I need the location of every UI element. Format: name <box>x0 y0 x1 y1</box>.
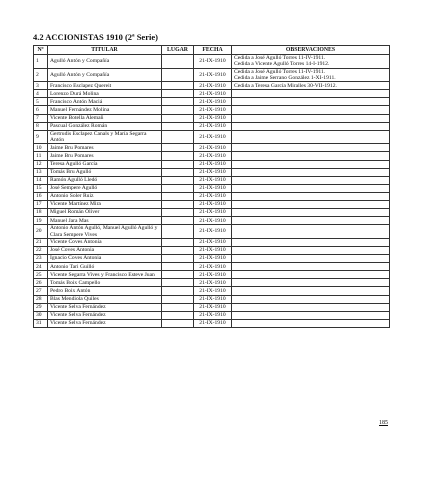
row-fecha: 21-IX-1910 <box>194 295 232 303</box>
row-number: 20 <box>34 225 48 239</box>
row-fecha: 21-IX-1910 <box>194 90 232 98</box>
observation-line: Cedida a Jaime Serrano González 1-XI-1911. <box>234 74 336 81</box>
row-number: 19 <box>34 217 48 225</box>
row-lugar <box>162 287 194 295</box>
row-titular: Miguel Román Oliver <box>48 209 162 217</box>
row-titular: Pascual González Román <box>48 122 162 130</box>
table-row <box>34 176 390 184</box>
row-observaciones <box>232 263 390 271</box>
row-observaciones <box>232 279 390 287</box>
row-titular: Lorenzo Durá Molina <box>48 90 162 98</box>
row-lugar <box>162 201 194 209</box>
row-titular: Vicente Selva Fernández <box>48 319 162 327</box>
row-fecha: 21-IX-1910 <box>194 82 232 90</box>
row-titular: Jaime Bru Pomares <box>48 144 162 152</box>
row-lugar <box>162 246 194 254</box>
table-row <box>34 130 390 144</box>
row-lugar <box>162 122 194 130</box>
row-observaciones <box>232 168 390 176</box>
table-row <box>34 319 390 327</box>
row-number: 16 <box>34 192 48 200</box>
row-number: 25 <box>34 271 48 279</box>
row-fecha: 21-IX-1910 <box>194 122 232 130</box>
row-number: 23 <box>34 255 48 263</box>
table-row <box>34 263 390 271</box>
header-num: Nº <box>34 46 48 55</box>
row-observaciones <box>232 238 390 246</box>
table-row <box>34 90 390 98</box>
row-number: 30 <box>34 311 48 319</box>
row-titular: Antonio Tari Guilló <box>48 263 162 271</box>
row-number: 29 <box>34 303 48 311</box>
row-titular: Tomás Bru Agulló <box>48 168 162 176</box>
row-fecha: 21-IX-1910 <box>194 287 232 295</box>
row-observaciones <box>232 201 390 209</box>
header-observaciones: OBSERVACIONES <box>232 46 390 55</box>
table-row <box>34 311 390 319</box>
table-row <box>34 122 390 130</box>
row-number: 15 <box>34 184 48 192</box>
row-observaciones <box>232 68 390 82</box>
row-lugar <box>162 271 194 279</box>
table-row <box>34 201 390 209</box>
row-titular: José Sempere Agulló <box>48 184 162 192</box>
row-fecha: 21-IX-1910 <box>194 255 232 263</box>
row-lugar <box>162 263 194 271</box>
row-observaciones <box>232 82 390 90</box>
row-fecha: 21-IX-1910 <box>194 152 232 160</box>
row-number: 3 <box>34 82 48 90</box>
row-titular: Antonio Soler Ruiz <box>48 192 162 200</box>
row-fecha: 21-IX-1910 <box>194 311 232 319</box>
row-number: 11 <box>34 152 48 160</box>
table-row <box>34 217 390 225</box>
row-titular: Vicente Martínez Mira <box>48 201 162 209</box>
row-lugar <box>162 217 194 225</box>
row-number: 14 <box>34 176 48 184</box>
table-row <box>34 246 390 254</box>
row-observaciones <box>232 114 390 122</box>
row-lugar <box>162 303 194 311</box>
row-number: 24 <box>34 263 48 271</box>
row-observaciones <box>232 287 390 295</box>
row-titular: Vicente Segarra Vives y Francisco Esteve Juan <box>48 271 162 279</box>
row-fecha: 21-IX-1910 <box>194 217 232 225</box>
row-number: 26 <box>34 279 48 287</box>
row-number: 4 <box>34 90 48 98</box>
row-fecha: 21-IX-1910 <box>194 68 232 82</box>
observation-line: Cedida a José Agulló Torres 11-IV-1911. <box>234 55 326 61</box>
row-observaciones <box>232 184 390 192</box>
table-row <box>34 82 390 90</box>
table-row <box>34 160 390 168</box>
row-fecha: 21-IX-1910 <box>194 176 232 184</box>
row-number: 6 <box>34 106 48 114</box>
row-number: 28 <box>34 295 48 303</box>
row-number: 18 <box>34 209 48 217</box>
row-observaciones <box>232 152 390 160</box>
row-observaciones <box>232 130 390 144</box>
table-row <box>34 255 390 263</box>
row-lugar <box>162 209 194 217</box>
row-lugar <box>162 295 194 303</box>
row-lugar <box>162 68 194 82</box>
table-row <box>34 295 390 303</box>
row-titular: Antonio Antón Agulló, Manuel Agulló Agulló y Clara Sempere Vives <box>48 225 162 239</box>
row-lugar <box>162 144 194 152</box>
table-row <box>34 106 390 114</box>
header-fecha: FECHA <box>194 46 232 55</box>
table-row <box>34 55 390 69</box>
row-titular: Agulló Antón y Compañía <box>48 68 162 82</box>
row-observaciones <box>232 176 390 184</box>
row-titular: Ignacio Coves Antonia <box>48 255 162 263</box>
row-observaciones <box>232 311 390 319</box>
row-fecha: 21-IX-1910 <box>194 114 232 122</box>
table-row <box>34 303 390 311</box>
row-titular: Vicente Coves Antonia <box>48 238 162 246</box>
row-number: 21 <box>34 238 48 246</box>
row-titular: Manuel Jara Mas <box>48 217 162 225</box>
row-observaciones <box>232 122 390 130</box>
row-lugar <box>162 106 194 114</box>
row-observaciones <box>232 90 390 98</box>
section-title: 4.2 ACCIONISTAS 1910 (2ª Serie) <box>33 32 158 42</box>
row-number: 22 <box>34 246 48 254</box>
row-number: 10 <box>34 144 48 152</box>
row-fecha: 21-IX-1910 <box>194 184 232 192</box>
row-observaciones <box>232 319 390 327</box>
table-row <box>34 279 390 287</box>
row-lugar <box>162 279 194 287</box>
row-number: 13 <box>34 168 48 176</box>
row-observaciones <box>232 144 390 152</box>
row-titular: Gertrudis Esclapez Canals y María Segarra Antón <box>48 130 162 144</box>
row-number: 9 <box>34 130 48 144</box>
row-lugar <box>162 192 194 200</box>
page-number: 185 <box>379 420 388 426</box>
row-fecha: 21-IX-1910 <box>194 303 232 311</box>
row-observaciones <box>232 192 390 200</box>
table-row <box>34 209 390 217</box>
row-titular: Francisco Esclapez Quereit <box>48 82 162 90</box>
row-lugar <box>162 82 194 90</box>
row-observaciones <box>232 98 390 106</box>
row-lugar <box>162 311 194 319</box>
row-observaciones <box>232 303 390 311</box>
row-fecha: 21-IX-1910 <box>194 246 232 254</box>
row-observaciones <box>232 255 390 263</box>
table-row <box>34 192 390 200</box>
observation-line: Cedida a José Agulló Torres 11-IV-1911. <box>234 68 326 75</box>
row-titular: Jaime Bru Pomares <box>48 152 162 160</box>
row-fecha: 21-IX-1910 <box>194 192 232 200</box>
row-fecha: 21-IX-1910 <box>194 168 232 176</box>
row-fecha: 21-IX-1910 <box>194 144 232 152</box>
row-observaciones <box>232 271 390 279</box>
row-fecha: 21-IX-1910 <box>194 98 232 106</box>
observation-line: Cedida a Teresa García Miralles 30-VII-1912. <box>234 82 337 89</box>
row-number: 7 <box>34 114 48 122</box>
row-number: 8 <box>34 122 48 130</box>
row-titular: Ramón Agulló Lledó <box>48 176 162 184</box>
row-fecha: 21-IX-1910 <box>194 130 232 144</box>
row-titular: José Coves Antonia <box>48 246 162 254</box>
row-fecha: 21-IX-1910 <box>194 201 232 209</box>
row-number: 5 <box>34 98 48 106</box>
shareholders-table <box>33 45 390 328</box>
row-observaciones <box>232 55 390 69</box>
table-row <box>34 271 390 279</box>
row-lugar <box>162 238 194 246</box>
table-row <box>34 144 390 152</box>
row-lugar <box>162 160 194 168</box>
row-titular: Pedro Boix Antón <box>48 287 162 295</box>
row-observaciones <box>232 217 390 225</box>
table-row <box>34 238 390 246</box>
row-observaciones <box>232 160 390 168</box>
table-row <box>34 114 390 122</box>
table-row <box>34 168 390 176</box>
row-number: 1 <box>34 55 48 69</box>
row-number: 17 <box>34 201 48 209</box>
table-row <box>34 152 390 160</box>
row-lugar <box>162 90 194 98</box>
table-row <box>34 225 390 239</box>
table-body <box>34 55 390 328</box>
row-number: 31 <box>34 319 48 327</box>
row-lugar <box>162 319 194 327</box>
row-lugar <box>162 184 194 192</box>
row-number: 27 <box>34 287 48 295</box>
row-fecha: 21-IX-1910 <box>194 160 232 168</box>
row-observaciones <box>232 225 390 239</box>
observation-line: Cedida a Vicente Agulló Torres 14-I-1912. <box>234 61 330 68</box>
row-fecha: 21-IX-1910 <box>194 225 232 239</box>
row-lugar <box>162 255 194 263</box>
row-titular: Vicente Selva Fernández <box>48 303 162 311</box>
row-lugar <box>162 152 194 160</box>
row-titular: Tomás Boix Campello <box>48 279 162 287</box>
row-titular: Francisco Antón Maciá <box>48 98 162 106</box>
row-titular: Blas Mendiola Quiles <box>48 295 162 303</box>
table-row <box>34 68 390 82</box>
row-fecha: 21-IX-1910 <box>194 271 232 279</box>
row-fecha: 21-IX-1910 <box>194 209 232 217</box>
row-lugar <box>162 225 194 239</box>
row-fecha: 21-IX-1910 <box>194 279 232 287</box>
table-row <box>34 98 390 106</box>
row-observaciones <box>232 246 390 254</box>
row-lugar <box>162 114 194 122</box>
row-fecha: 21-IX-1910 <box>194 238 232 246</box>
row-observaciones <box>232 295 390 303</box>
row-lugar <box>162 168 194 176</box>
row-lugar <box>162 130 194 144</box>
table-row <box>34 287 390 295</box>
row-fecha: 21-IX-1910 <box>194 263 232 271</box>
row-titular: Teresa Agulló García <box>48 160 162 168</box>
table-row <box>34 184 390 192</box>
row-fecha: 21-IX-1910 <box>194 55 232 69</box>
row-number: 2 <box>34 68 48 82</box>
row-lugar <box>162 98 194 106</box>
row-observaciones <box>232 209 390 217</box>
row-titular: Agulló Antón y Compañía <box>48 55 162 69</box>
row-titular: Vicente Selva Fernández <box>48 311 162 319</box>
row-titular: Vicente Botella Alemañ <box>48 114 162 122</box>
header-titular: TITULAR <box>48 46 162 55</box>
row-observaciones <box>232 106 390 114</box>
row-number: 12 <box>34 160 48 168</box>
row-titular: Manuel Fernández Molina <box>48 106 162 114</box>
row-fecha: 21-IX-1910 <box>194 319 232 327</box>
row-lugar <box>162 176 194 184</box>
row-lugar <box>162 55 194 69</box>
header-lugar: LUGAR <box>162 46 194 55</box>
table-header-row <box>34 46 390 55</box>
row-fecha: 21-IX-1910 <box>194 106 232 114</box>
